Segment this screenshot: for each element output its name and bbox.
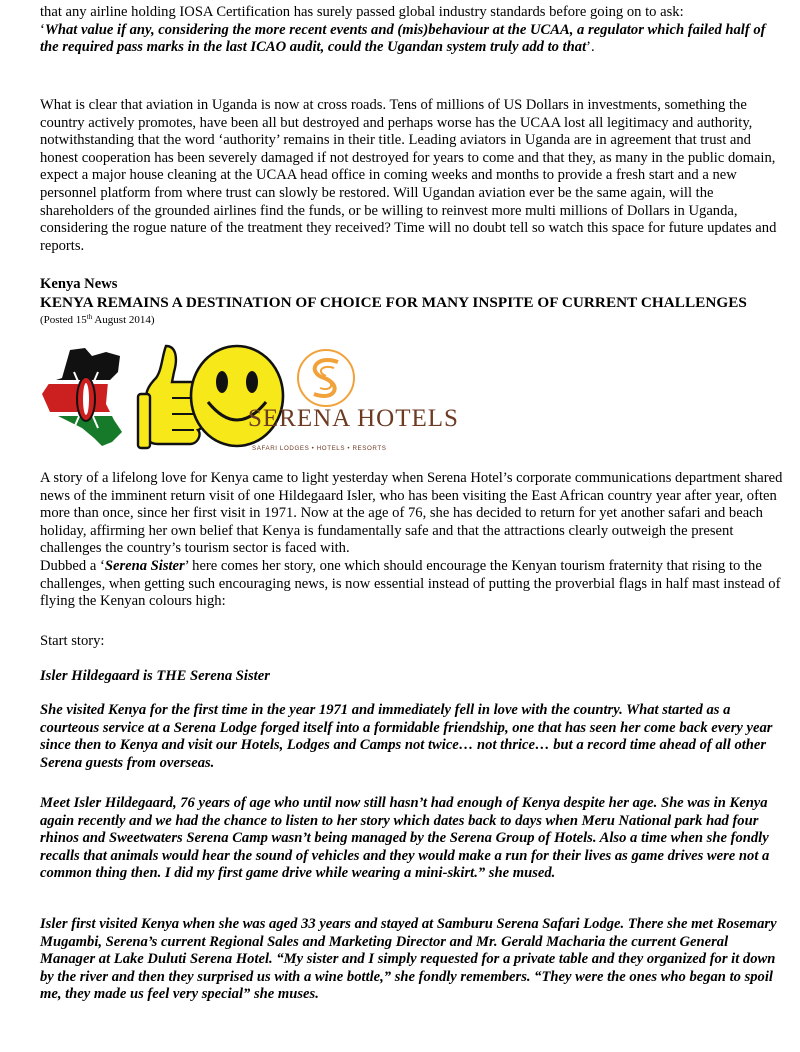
serena-logo-name: SERENA HOTELS — [248, 405, 459, 432]
serena-logo-tagline: SAFARI LODGES • HOTELS • RESORTS — [252, 445, 387, 452]
intro-quote: ‘What value if any, considering the more recent events and (mis)behaviour at the UCAA, a regulator which failed half of the required pass marks in the last ICAO audit, could the Ugandan system truly add to that’. — [40, 21, 766, 56]
story-paragraph: A story of a lifelong love for Kenya came to light yesterday when Serena Hotel’s corporate communications department shared news of the imminent return visit of one Hildegaard Isler, who has been visiting the East African country year after year, often more than once, since her first visit in 1971. Now at the age of 76, she has decided to return for yet another safari and beach holiday, affirming her own belief that Kenya is fundamentally safe and that the attractions clearly outweigh the present challenges the country’s tourism sector is faced with. — [40, 470, 783, 557]
smiley-face-icon — [188, 342, 286, 450]
story-paragraph: Dubbed a ‘Serena Sister’ here comes her story, one which should encourage the Kenyan tourism fraternity that rising to the challenges, when getting such encouraging news, is now essential instead of putting the proverbial flags in half mast instead of flying the Kenyan colours high: — [40, 557, 781, 610]
intro-line: that any airline holding IOSA Certification has surely passed global industry standards before going on to ask: — [40, 4, 684, 20]
serena-logo-icon — [296, 346, 356, 410]
section-label: Kenya News — [40, 276, 118, 292]
story-intro — [40, 470, 785, 611]
uganda-paragraph: What is clear that aviation in Uganda is now at cross roads. Tens of millions of US Dollars in investments, something the country actively promotes, have been all but destroyed and perhaps worse has the UCAA lost all legitimacy and authority, notwithstanding that the word ‘authority’ remains in their title. Leading aviators in Uganda are in agreement that trust and honest cooperation has been severely damaged if not destroyed for years to come and that they, as many in the public domain, expect a major house cleaning at the UCAA head office in coming weeks and months to provide a fresh start and a new personnel platform from where trust can slowly be restored. Will Ugandan aviation ever be the same again, will the shareholders of the grounded airlines find the funds, or be willing to reinvest more multi millions of Dollars in Uganda, considering the rogue nature of the treatment they received? Time will no doubt tell so watch this space for future updates and reports. — [40, 97, 777, 254]
article-images — [40, 342, 459, 454]
kenya-flag-map-icon — [40, 342, 140, 454]
start-story-label: Start story: — [40, 633, 105, 649]
story-quote-paragraph: Isler first visited Kenya when she was aged 33 years and stayed at Samburu Serena Safari Lodge. There she met Rosemary Mugambi, Serena’s current Regional Sales and Marketing Director and Mr. Gerald Macharia the current General Manager at Lake Duluti Serena Hotel. “My sister and I simply requested for a private table and they organized for it down by the river and then they surprised us with a wine bottle,” she fondly remembers. “They were the ones who began to spoil me, they made us feel very special” she muses. — [40, 916, 777, 1003]
story-quote-paragraph: Meet Isler Hildegaard, 76 years of age who until now still hasn’t had enough of Kenya despite her age. She was in Kenya again recently and we had the chance to listen to her story which dates back to days when Meru National park had four rhinos and Sweetwaters Serena Camp wasn’t being managed by the Serena Group of Hotels. Also a time when she fondly recalls that animals would hear the sound of vehicles and they would make a run for their lives as game drives were not a common thing then. I did my first game drive while wearing a mini-skirt.” she mused. — [40, 795, 770, 882]
story-subhead: Isler Hildegaard is THE Serena Sister — [40, 668, 270, 684]
story-quote-paragraph: She visited Kenya for the first time in the year 1971 and immediately fell in love with the country. What started as a courteous service at a Serena Lodge forged itself into a formidable friendship, one that has seen her come back every year since then to Kenya and visit our Hotels, Lodges and Camps not twice… not thrice… but a record time ahead of all other Serena guests from overseas. — [40, 702, 773, 771]
kenya-news-header — [40, 276, 785, 327]
article-headline: KENYA REMAINS A DESTINATION OF CHOICE FOR MANY INSPITE OF CURRENT CHALLENGES — [40, 293, 747, 311]
intro-paragraph — [40, 4, 785, 57]
posted-date: (Posted 15th August 2014) — [40, 313, 155, 327]
serena-sister-term: Serena Sister — [104, 557, 185, 574]
intro-quote-text: What value if any, considering the more recent events and (mis)behaviour at the UCAA, a regulator which failed half of the required pass marks in the last ICAO audit, could the Ugandan system truly add to that — [40, 21, 766, 56]
